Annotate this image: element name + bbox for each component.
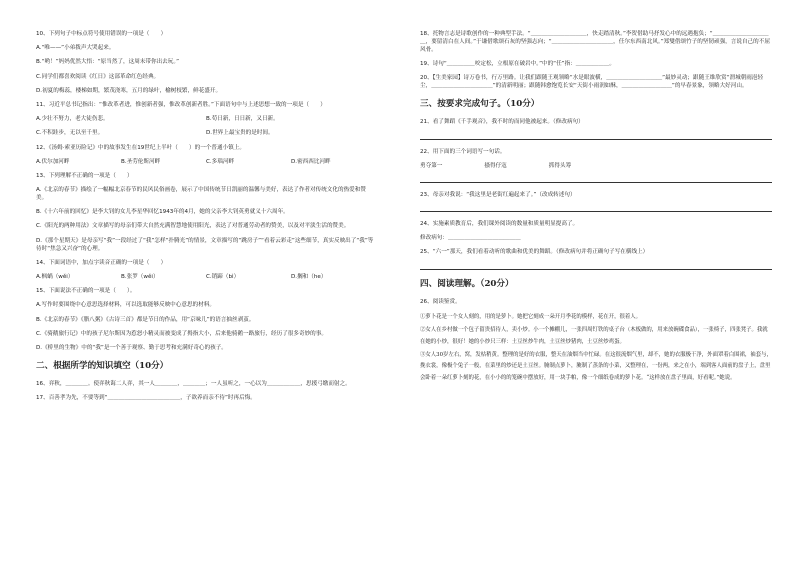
question-24-answer: 修改病句：＿＿＿＿＿＿＿＿＿＿＿＿＿	[420, 235, 521, 242]
question-11-option-b: B.苟日新，日日新，又日新。	[206, 116, 279, 123]
answer-line-21[interactable]	[420, 133, 772, 140]
question-12-option-c: C.多瑙河畔	[206, 158, 235, 165]
question-11-options-row-1	[36, 115, 376, 123]
question-20: 20、【生美家园】诗万卷书，行万里路。让我们跟随王观领略“水是眼波横，＿＿＿＿＿＿＿＿＿＿”最妙灵动；跟随王维欣赏“渭城朝雨浥轻尘，＿＿＿＿＿＿＿＿＿＿＿”的清新明丽；跟随韩愈饱览长安“天街小雨润如酥，＿＿＿＿＿＿＿＿＿”的早春景象，领略大好河山。	[420, 75, 764, 90]
question-19: 19、诗句“＿＿＿＿＿咬定松，立根原在破岩中。”中的“任”指：＿＿＿＿＿＿。	[420, 61, 615, 68]
question-11-option-d: D.世界上最宝贵的是时间。	[206, 130, 274, 137]
question-22-words	[420, 162, 772, 170]
question-14: 14、下面词语中，加点字读音正确的一项是（ ）	[36, 259, 167, 266]
passage-paragraph-3: ③女人30岁左右，窝，发枯稍黄。整理的是好的衣服，整天在油烟当中忙碌。在这很流烟气里，却不，她的衣服极干净，外面罩着白围裙，袖套与，挽衣裳，像极个兔子一般，在菜里的炒还是土豆丝。腌制点萝卜，腌制了蒸条的小菜，又整理在，一份两，来之在小，端到客人面前的盘子上，盘里会卧着一朵红萝卜刻的花，在小小的的笼碗中摆放好，用一块手帕，像一个细纸卷成的萝卜花。“这样放在盘子里面，好看呢。”她说。	[420, 351, 772, 381]
left-column	[36, 30, 376, 408]
question-11: 11、习近平总书记指出：“惟改革者进，惟创新者强，惟改革创新者胜。”下面语句中与上述思想一致的一项是（ ）	[36, 101, 326, 108]
question-22: 22、用下面的三个词语写一句话。	[420, 148, 506, 155]
question-11-option-c: C.不积跬步，无以至千里。	[36, 130, 104, 137]
question-15-option-a: A.写作时要围绕中心意思选择材料，可以选取能够反映中心意思的材料。	[36, 302, 215, 309]
question-12-options	[36, 158, 376, 166]
question-15-option-d: D.《桥里的生物》中的“我”是一个善于观察、勤于思考和充满好奇心的孩子。	[36, 344, 227, 351]
question-15-option-c: C.《骑鹅旅行记》中的孩子尼尔斯因为惹怒小精灵而被变成了拇指大小，后来他骑鹅一路旅行，经历了很多奇妙的事。	[36, 330, 327, 337]
question-11-option-a: A.少壮不努力，老大徒伤悲。	[36, 116, 109, 123]
question-14-option-b: B.张罗（wěi）	[121, 274, 159, 280]
question-13-option-d: D.《那个星期天》是母亲写“我”一段经过了“我”怎样“扑腾光”的情景，文章描写的“跳房子”“看着云彩走”这些细节，真实反映出了“我”等待时“焦急又兴奋”的心理。	[36, 237, 374, 252]
section-4-heading: 四、阅读理解。（20分）	[420, 278, 514, 289]
word-3: 抓得头筹	[548, 162, 572, 169]
section-3-heading: 三、按要求完成句子。（10分）	[420, 99, 540, 110]
question-13-option-a: A.《北京的春节》描绘了一幅幅北京春节的民风民俗画卷，展示了中国传统节日凯丽的温馨与美好，表达了作者对传统文化的热爱和赞美。	[36, 187, 366, 202]
question-14-option-c: C.销蹄（bì）	[206, 274, 240, 280]
question-21: 21、看了舞蹈《千手观音》，我不时的而同他被起来。（修改病句）	[420, 119, 584, 126]
question-13: 13、下列理解不正确的一项是（ ）	[36, 172, 133, 179]
section-2-heading: 二、根据所学的知识填空（10分）	[36, 360, 169, 371]
question-13-option-b: B.《十六年前的回忆》是李大钊的女儿李星华回忆1943年的4月，她的父亲李大钊英勇就义十六周年。	[36, 209, 289, 216]
question-10-option-b: B.“哟！”妈妈优然大悟：“原当然了，这周末带你出去玩。”	[36, 59, 180, 66]
answer-line-22[interactable]	[420, 176, 772, 183]
question-10-option-c: C.同学们都喜欢阅读《红日》这部革命红色经典。	[36, 73, 160, 80]
question-14-options	[36, 273, 376, 281]
answer-line-23[interactable]	[420, 205, 772, 212]
passage-paragraph-2: ②女人在乡村做一个包子留贵招待人，卖小炒。小一个摊棚儿，一张四周钉铁的桌子台（木板做的，用来放碗碟食品），一张椅子，四张凳子。我就在她的小炒，很好！她的小炒只三样：土豆丝炒牛肉，土豆丝炒猪肉，土豆丝炒鸡蛋。	[420, 327, 768, 345]
question-10-option-a: A.“唯——”小弟拨声大哭起来。	[36, 45, 115, 52]
question-10-option-d: D.初夏的梅蕊，楼梯如期，繁茂浇寒，五月的绿叶，榆树枝繁，鲜花盛开。	[36, 87, 222, 94]
question-12-option-d: D.密西西比河畔	[291, 158, 331, 165]
question-24: 24、实施素质教育后，我们课外阅读的数量和质量明显提高了。	[420, 220, 579, 227]
question-14-option-a: A.枫蜗（wěi）	[36, 274, 74, 280]
question-12-option-a: A.伏尔加河畔	[36, 158, 70, 165]
right-column	[420, 30, 772, 386]
question-15: 15、下面说法不正确的一项是（ ）。	[36, 288, 136, 295]
question-16: 16、弈秋，＿＿＿＿。使弈秋诲二人弈，其一人＿＿＿＿，＿＿＿＿；一人虽听之，一心以为＿＿＿＿＿＿，思援弓缴而射之。	[36, 380, 351, 387]
question-13-option-c: C.《阳光的两种用法》文章描写的母亲们带大自然充满智慧地使用阳光，表达了对普通劳动者的赞美，以及对平淡生活的赞美。	[36, 223, 350, 230]
question-12: 12、《汤姆·索亚历险记》中的故事发生在19世纪上半叶（ ）的一个普通小镇上。	[36, 144, 245, 151]
question-23: 23、母亲对我说：“我这里是老街红遍起来了。”（改成转述句）	[420, 191, 576, 198]
question-10: 10、下列句子中标点符号使用错误的一项是（ ）	[36, 31, 167, 37]
word-1: 勇夺第一	[420, 162, 443, 169]
question-18: 18、托物言志是诗歌创作的一种典型手法。“＿＿＿＿＿＿＿＿＿＿，快走踏清秋。”李贺借助马抒发心中的远遇抱负；“＿＿＿＿＿＿＿＿＿＿＿，要留清白在人间。”于谦借歌颂石灰的坚强志向；“＿＿＿＿＿＿＿＿＿＿＿，任尔东西南北风。”郑燮借颂竹子的坚韧顽强，言说自己的不屈风骨。	[420, 31, 770, 53]
question-14-option-d: D.搁和（he）	[291, 274, 327, 280]
word-2: 搔得仔寇	[484, 162, 507, 169]
question-15-option-b: B.《北京的春节》《腊八粥》《古诗三首》都是节日的作品，用“京味儿”的语言抽丝剥茧。	[36, 316, 255, 323]
answer-line-25[interactable]	[420, 263, 772, 270]
passage-paragraph-1: ①萝卜花是一个女人刻的，用的是萝卜。她把它刻成一朵开月季花的模样，花在开，很着人。	[420, 313, 642, 320]
question-25: 25、“六一”那天，我们看着动听的歌曲和优美的舞蹈。（修改病句并将正确句子写在横线上）	[420, 249, 649, 256]
question-11-options-row-2	[36, 129, 376, 137]
question-12-option-b: B.圣劳伦斯河畔	[121, 158, 161, 165]
question-26: 26、阅读鉴赏。	[420, 298, 461, 305]
question-17: 17、百善孝为先，不要等到“＿＿＿＿＿＿＿＿＿＿＿＿＿，子欲养而亲不待”时再后悔。	[36, 395, 256, 402]
